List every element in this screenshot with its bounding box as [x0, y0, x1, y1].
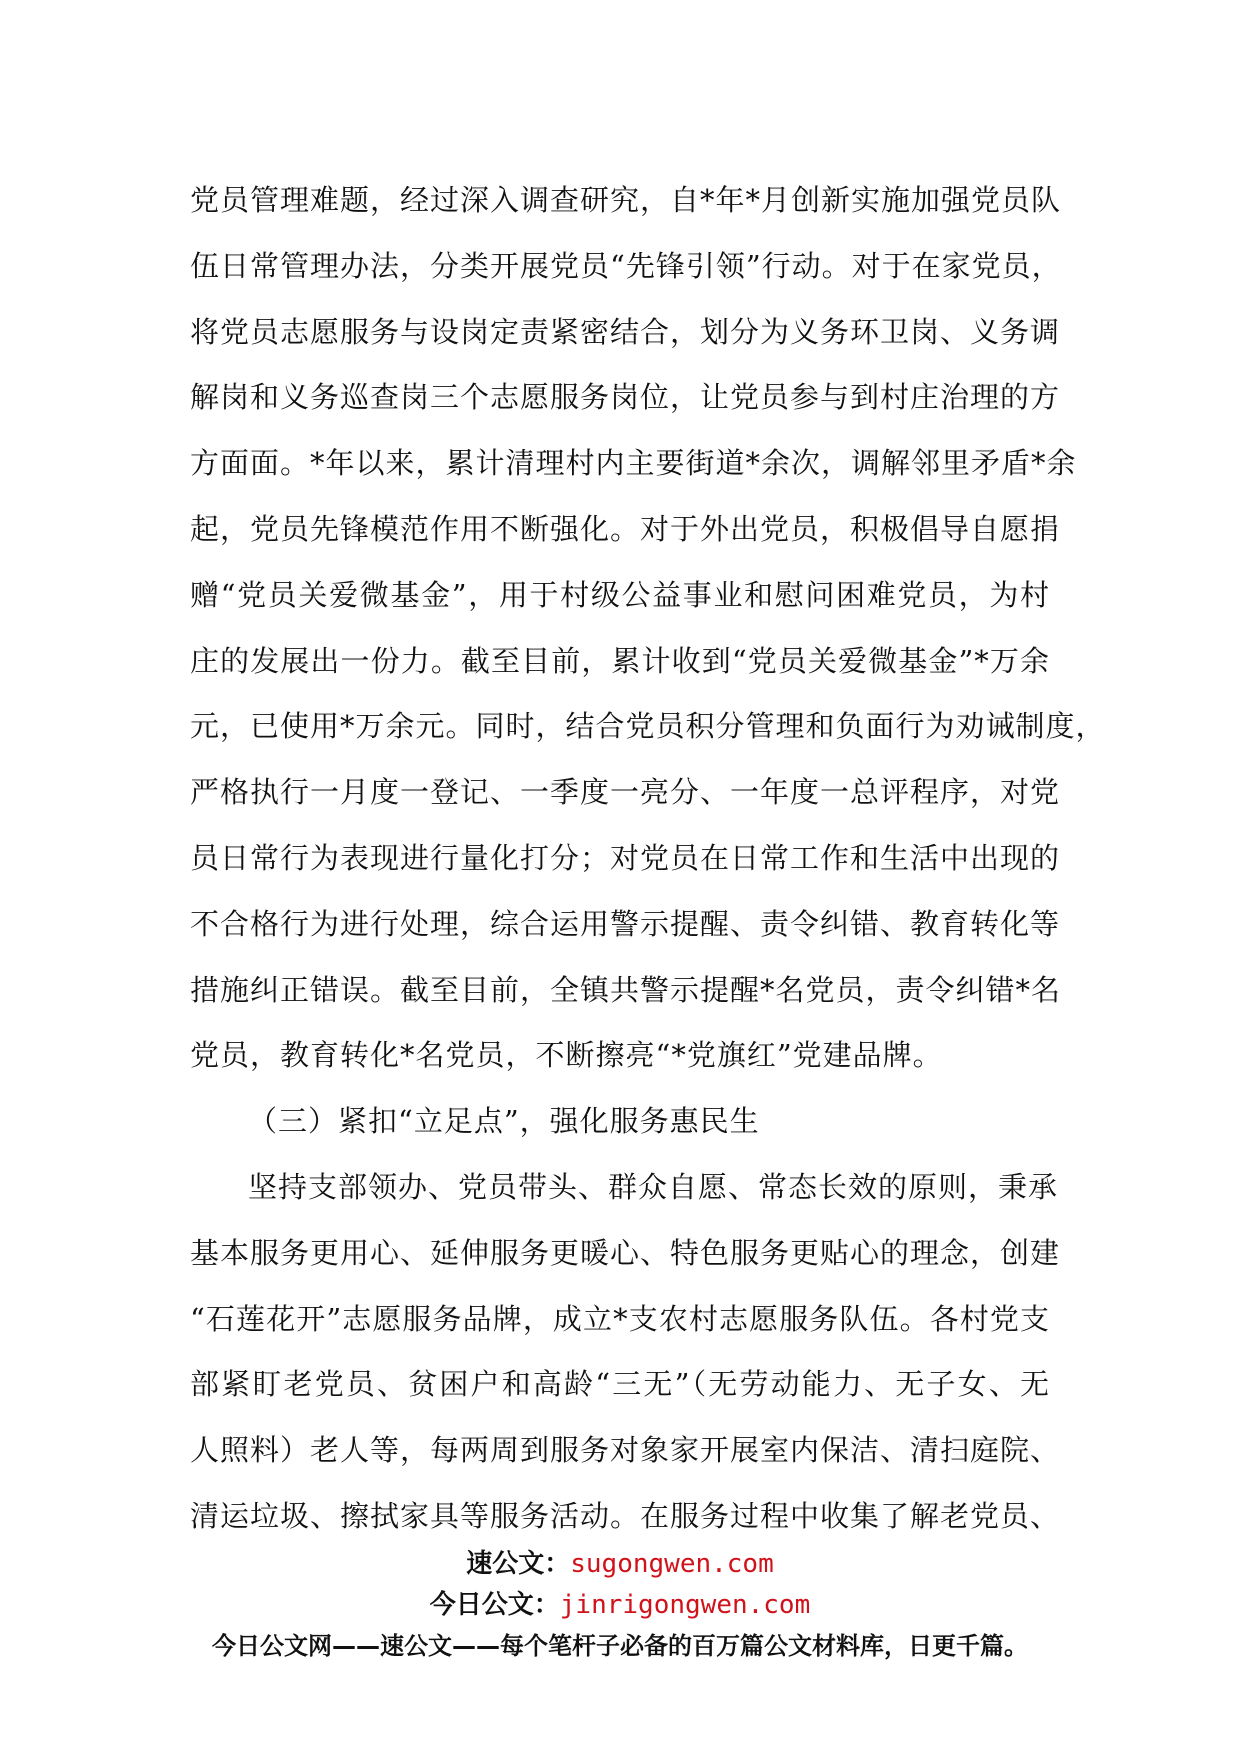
body-line: 党员，教育转化*名党员，不断擦亮“*党旗红”党建品牌。	[190, 1038, 943, 1073]
footer-link-sugongwen[interactable]: sugongwen.com	[570, 1549, 774, 1579]
footer-link-jinrigongwen[interactable]: jinrigongwen.com	[559, 1590, 811, 1620]
body-line: 措施纠正错误。截至目前，全镇共警示提醒*名党员，责令纠错*名	[190, 972, 1062, 1007]
body-line: 员日常行为表现进行量化打分；对党员在日常工作和生活中出现的	[190, 840, 1061, 875]
footer-label: 速公文：	[466, 1549, 571, 1579]
body-line: 伍日常管理办法，分类开展党员“先锋引领”行动。对于在家党员，	[190, 248, 1062, 283]
body-line: 基本服务更用心、延伸服务更暖心、特色服务更贴心的理念，创建	[190, 1235, 1061, 1270]
footer-tagline: 今日公文网——速公文——每个笔杆子必备的百万篇公文材料库，日更千篇。	[212, 1632, 1028, 1660]
body-line: 部紧盯老党员、贫困户和高龄“三无”（无劳动能力、无子女、无	[190, 1367, 1050, 1402]
body-line: 严格执行一月度一登记、一季度一亮分、一年度一总评程序，对党	[190, 775, 1061, 810]
body-line: 元，已使用*万余元。同时，结合党员积分管理和负面行为劝诫制度，	[190, 709, 1106, 744]
footer-sugongwen	[0, 1547, 1240, 1581]
section-heading: （三）紧扣“立足点”，强化服务惠民生	[248, 1104, 760, 1139]
body-line: 起，党员先锋模范作用不断强化。对于外出党员，积极倡导自愿捐	[190, 511, 1061, 546]
body-line: 清运垃圾、擦拭家具等服务活动。在服务过程中收集了解老党员、	[190, 1498, 1061, 1533]
document-body	[190, 168, 1106, 1550]
body-line: 赠“党员关爱微基金”，用于村级公益事业和慰问困难党员，为村	[190, 577, 1050, 612]
footer-jinrigongwen	[0, 1588, 1240, 1622]
body-line: 庄的发展出一份力。截至目前，累计收到“党员关爱微基金”*万余	[190, 643, 1050, 678]
body-line: 解岗和义务巡查岗三个志愿服务岗位，让党员参与到村庄治理的方	[190, 380, 1061, 415]
body-line: 方面面。*年以来，累计清理村内主要街道*余次，调解邻里矛盾*余	[190, 446, 1077, 481]
body-line: 人照料）老人等，每两周到服务对象家开展室内保洁、清扫庭院、	[190, 1433, 1061, 1468]
body-line: 党员管理难题，经过深入调查研究，自*年*月创新实施加强党员队	[190, 183, 1062, 217]
body-line: “石莲花开”志愿服务品牌，成立*支农村志愿服务队伍。各村党支	[190, 1301, 1050, 1336]
body-line: 坚持支部领办、党员带头、群众自愿、常态长效的原则，秉承	[248, 1169, 1059, 1204]
body-line: 不合格行为进行处理，综合运用警示提醒、责令纠错、教育转化等	[190, 906, 1061, 941]
footer-label: 今日公文：	[429, 1590, 560, 1620]
body-line: 将党员志愿服务与设岗定责紧密结合，划分为义务环卫岗、义务调	[190, 314, 1061, 349]
